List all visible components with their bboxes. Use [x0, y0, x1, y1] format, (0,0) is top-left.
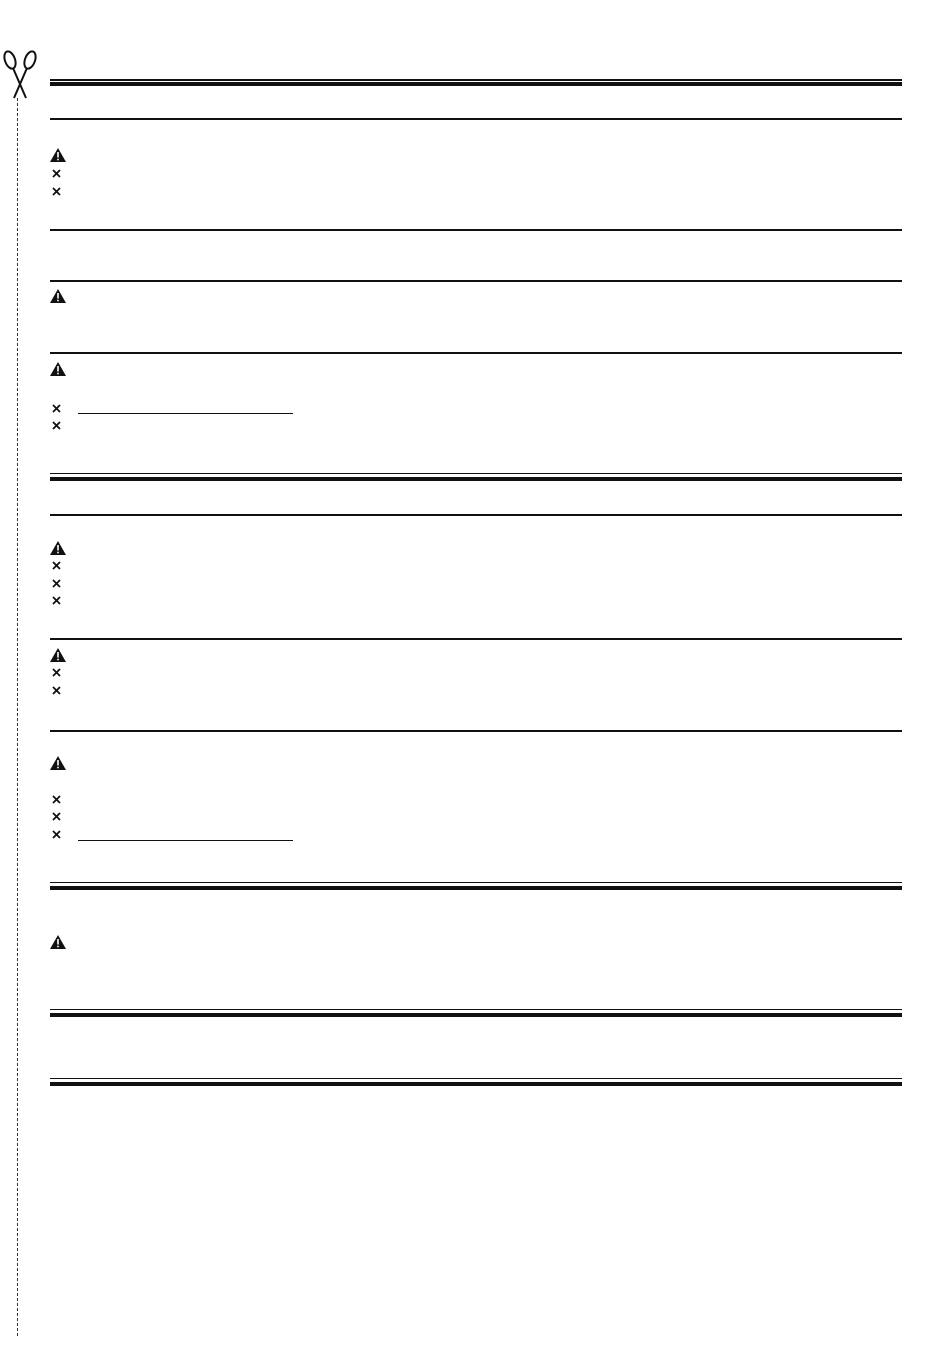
blank-underline: [78, 840, 293, 841]
warning-triangle-icon: [50, 541, 66, 555]
cross-bullet-icon: [52, 795, 61, 804]
section-rule-top: [50, 882, 902, 883]
section-rule-top: [50, 1009, 902, 1010]
cut-here-dashed-line: [17, 98, 18, 1336]
section-rule-top: [50, 1078, 902, 1079]
warning-triangle-icon: [50, 648, 66, 662]
divider: [50, 730, 902, 732]
warning-triangle-icon: [50, 756, 66, 770]
cross-bullet-icon: [52, 561, 61, 570]
cross-bullet-icon: [52, 187, 61, 196]
blank-underline: [78, 413, 293, 414]
divider: [50, 280, 902, 282]
divider: [50, 514, 902, 516]
cross-bullet-icon: [52, 812, 61, 821]
divider: [50, 229, 902, 231]
divider: [50, 638, 902, 640]
cross-bullet-icon: [52, 830, 61, 839]
section-rule-top: [50, 473, 902, 474]
section-rule-bottom: [50, 477, 902, 481]
warning-triangle-icon: [50, 935, 66, 949]
warning-triangle-icon: [50, 289, 66, 303]
section-rule-bottom: [50, 886, 902, 890]
section-rule-bottom: [50, 1082, 902, 1086]
section-rule-bottom: [50, 82, 902, 86]
cross-bullet-icon: [52, 579, 61, 588]
cross-bullet-icon: [52, 169, 61, 178]
cross-bullet-icon: [52, 596, 61, 605]
cross-bullet-icon: [52, 421, 61, 430]
cross-bullet-icon: [52, 668, 61, 677]
divider: [50, 352, 902, 354]
cross-bullet-icon: [52, 404, 61, 413]
section-rule-bottom: [50, 1013, 902, 1017]
section-rule-top: [50, 79, 902, 81]
warning-triangle-icon: [50, 362, 66, 376]
scissors-icon: [2, 48, 38, 100]
cross-bullet-icon: [52, 686, 61, 695]
warning-triangle-icon: [50, 148, 66, 162]
divider: [50, 118, 902, 120]
